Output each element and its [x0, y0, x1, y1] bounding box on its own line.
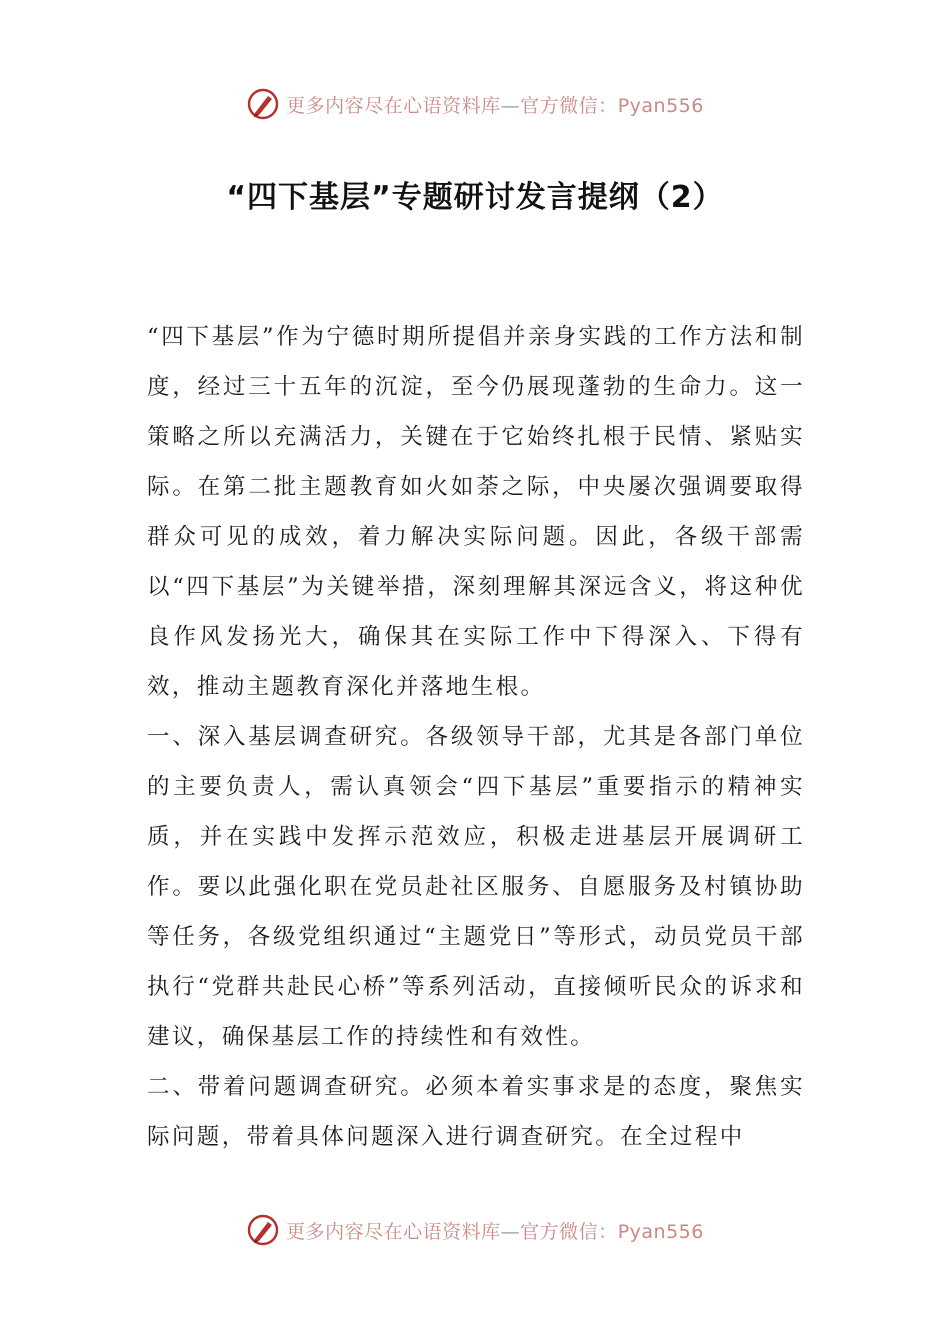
- watermark-site: 更多内容尽在心语资料库: [286, 1220, 501, 1243]
- pen-logo-icon: [246, 1213, 280, 1247]
- watermark-id: Pyan556: [617, 94, 704, 117]
- header-watermark: [0, 84, 950, 124]
- footer-watermark: [0, 1210, 950, 1250]
- pen-logo-icon: [246, 87, 280, 121]
- watermark-separator: —: [500, 1220, 521, 1243]
- watermark-separator: —: [500, 94, 521, 117]
- watermark-label: 官方微信：: [520, 1220, 618, 1243]
- document-title: “四下基层”专题研讨发言提纲（2）: [226, 180, 724, 215]
- watermark-id: Pyan556: [617, 1220, 704, 1243]
- watermark-label: 官方微信：: [520, 94, 618, 117]
- watermark-site: 更多内容尽在心语资料库: [286, 94, 501, 117]
- watermark-text: [286, 91, 704, 118]
- paragraph-section-1: 一、深入基层调查研究。各级领导干部，尤其是各部门单位的主要负责人，需认真领会“四下基层”重要指示的精神实质，并在实践中发挥示范效应，积极走进基层开展调研工作。要以此强化职在党员赴社区服务、自愿服务及村镇协助等任务，各级党组织通过“主题党日”等形式，动员党员干部执行“党群共赴民心桥”等系列活动，直接倾听民众的诉求和建议，确保基层工作的持续性和有效性。: [147, 724, 805, 1050]
- paragraph-intro: “四下基层”作为宁德时期所提倡并亲身实践的工作方法和制度，经过三十五年的沉淀，至今仍展现蓬勃的生命力。这一策略之所以充满活力，关键在于它始终扎根于民情、紧贴实际。在第二批主题教育如火如荼之际，中央屡次强调要取得群众可见的成效，着力解决实际问题。因此，各级干部需以“四下基层”为关键举措，深刻理解其深远含义，将这种优良作风发扬光大，确保其在实际工作中下得深入、下得有效，推动主题教育深化并落地生根。: [147, 324, 805, 700]
- paragraph-section-2: 二、带着问题调查研究。必须本着实事求是的态度，聚焦实际问题，带着具体问题深入进行调查研究。在全过程中: [147, 1074, 805, 1150]
- document-body: [147, 312, 805, 1162]
- watermark-text: [286, 1217, 704, 1244]
